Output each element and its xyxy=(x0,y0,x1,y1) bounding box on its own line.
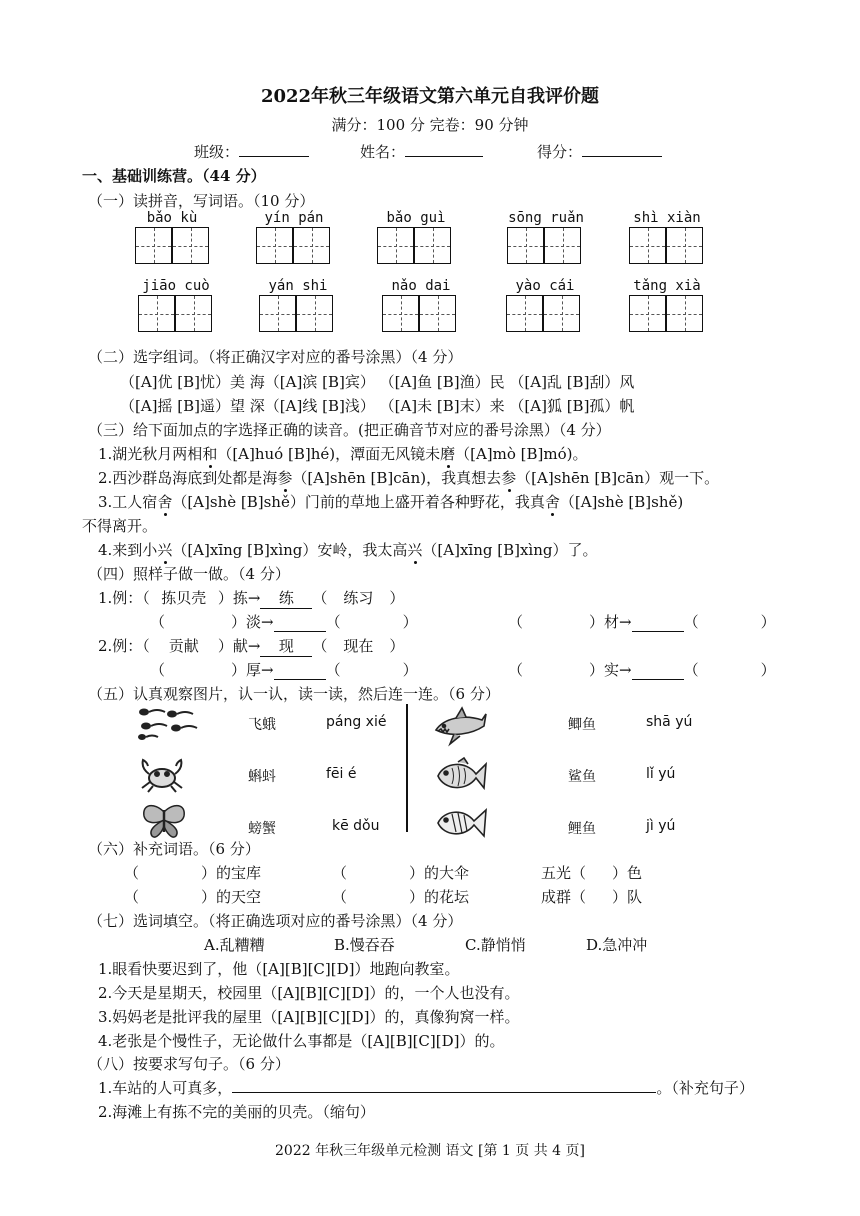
example-word: 现在 xyxy=(343,637,374,655)
dotted-char: 舍 xyxy=(157,493,173,511)
answer-blank[interactable] xyxy=(632,661,684,680)
score-field xyxy=(537,141,662,162)
s2-line-2[interactable]: （[A]摇 [B]遥）望 深（[A]线 [B]浅） （[A]未 [B]末）来 （[A]狐 [B]孤）帆 xyxy=(120,397,635,415)
writing-box[interactable] xyxy=(666,295,703,332)
right-word-1[interactable]: 鲫鱼 xyxy=(568,717,596,733)
s7-option-a: A.乱糟糟 xyxy=(204,936,265,954)
example-word: 贡献 xyxy=(168,637,199,655)
writing-box[interactable] xyxy=(629,295,666,332)
writing-box[interactable] xyxy=(377,227,414,264)
moth-icon xyxy=(140,802,188,840)
writing-box[interactable] xyxy=(382,295,419,332)
writing-box[interactable] xyxy=(293,227,330,264)
writing-box[interactable] xyxy=(507,227,544,264)
page-title: 2022年秋三年级语文第六单元自我评价题 xyxy=(260,86,600,107)
s7-option-d: D.急冲冲 xyxy=(586,936,648,954)
pinyin-label: sōng ruǎn xyxy=(508,210,584,226)
question-text: （[A]shēn [B]cān）观一下。 xyxy=(516,469,720,487)
dotted-char: 参 xyxy=(277,469,293,487)
name-blank[interactable] xyxy=(405,142,483,157)
question-text: 2.西沙群岛海底到处都是海 xyxy=(98,469,278,487)
pinyin-label: jiāo cuò xyxy=(142,278,210,294)
writing-box[interactable] xyxy=(543,295,580,332)
question-text: ）厚→ xyxy=(231,661,274,679)
class-blank[interactable] xyxy=(239,142,309,157)
s7-question-4[interactable]: 4.老张是个慢性子，无论做什么事都是（[A][B][C][D]）的。 xyxy=(98,1032,505,1050)
paren: （ xyxy=(150,661,166,679)
question-text: （[A]xīng [B]xìng）了。 xyxy=(422,541,598,559)
question-text: （[A]shēn [B]cān)，我真想去 xyxy=(292,469,502,487)
name-label: 姓名： xyxy=(360,143,406,161)
question-text: 4.来到小 xyxy=(98,541,158,559)
example-word: 拣贝壳 xyxy=(161,589,207,607)
pinyin-label: yín pán xyxy=(264,210,324,226)
s3-question-2[interactable] xyxy=(98,467,719,488)
paren: （ xyxy=(325,661,341,679)
s6-item-1[interactable] xyxy=(124,862,261,883)
dotted-char: 磨 xyxy=(440,445,456,463)
s6-heading: （六）补充词语。（6 分） xyxy=(88,840,260,858)
dotted-char: 参 xyxy=(501,469,517,487)
example-word: 练习 xyxy=(343,589,374,607)
answer-blank[interactable] xyxy=(632,613,684,632)
right-pinyin-3[interactable]: jì yú xyxy=(646,818,676,834)
question-text: （[A]huó [B]hé)，潭面无风镜未 xyxy=(217,445,441,463)
question-text: （[A]shè [B]shě）门前的草地上盛开着各种野花，我真 xyxy=(172,493,545,511)
writing-box[interactable] xyxy=(175,295,212,332)
s4-example-1 xyxy=(98,587,404,609)
paren: （ xyxy=(683,661,699,679)
sentence-blank[interactable] xyxy=(232,1078,656,1093)
s7-question-3[interactable]: 3.妈妈老是批评我的屋里（[A][B][C][D]）的，真像狗窝一样。 xyxy=(98,1008,520,1026)
s4-q2a[interactable] xyxy=(150,659,418,680)
question-text: （[A]shè [B]shě) xyxy=(559,493,684,511)
s3-question-3[interactable] xyxy=(98,491,683,512)
item-text: ）色 xyxy=(612,864,643,882)
s6-item-4[interactable] xyxy=(124,886,261,907)
right-word-2[interactable]: 鲨鱼 xyxy=(568,769,596,785)
paren: （ xyxy=(332,864,348,882)
paren: ） xyxy=(760,661,776,679)
paren: ） xyxy=(402,661,418,679)
writing-box[interactable] xyxy=(544,227,581,264)
right-word-3[interactable]: 鲤鱼 xyxy=(568,821,596,837)
s3-question-1[interactable] xyxy=(98,443,588,464)
writing-box[interactable] xyxy=(256,227,293,264)
right-pinyin-1[interactable]: shā yú xyxy=(646,714,693,730)
s3-question-4[interactable] xyxy=(98,539,598,560)
paren: （ xyxy=(150,613,166,631)
carp-icon xyxy=(432,756,488,796)
s1-heading: （一）读拼音，写词语。（10 分） xyxy=(88,192,315,210)
writing-box[interactable] xyxy=(666,227,703,264)
score-blank[interactable] xyxy=(582,142,662,157)
example-text: 1.例：（ xyxy=(98,589,150,607)
pinyin-label: bǎo kù xyxy=(146,210,198,226)
pinyin-label: yán shi xyxy=(268,278,328,294)
answer-blank[interactable] xyxy=(274,613,326,632)
item-text: ）的大伞 xyxy=(409,864,470,882)
s7-option-c: C.静悄悄 xyxy=(465,936,526,954)
question-text: ）实→ xyxy=(589,661,632,679)
pinyin-label: yào cái xyxy=(515,278,575,294)
writing-box[interactable] xyxy=(506,295,543,332)
dotted-char: 兴 xyxy=(157,541,173,559)
s4-heading: （四）照样子做一做。（4 分） xyxy=(88,565,290,583)
exam-meta: 满分：100 分 完卷：90 分钟 xyxy=(331,116,529,134)
paren: （ xyxy=(508,661,524,679)
example-text: （ xyxy=(312,589,328,607)
page-footer: 2022 年秋三年级单元检测 语文 [第 1 页 共 4 页] xyxy=(275,1143,585,1159)
s3-heading: （三）给下面加点的字选择正确的读音。(把正确音节对应的番号涂黑）（4 分） xyxy=(88,421,611,439)
crucian-fish-icon xyxy=(434,804,488,842)
item-text: ）的宝库 xyxy=(201,864,262,882)
pinyin-label: nǎo dai xyxy=(391,278,451,294)
left-pinyin-1[interactable]: páng xié xyxy=(326,714,387,730)
paren: （ xyxy=(325,613,341,631)
column-divider xyxy=(406,704,408,832)
dotted-char: 兴 xyxy=(407,541,423,559)
paren: （ xyxy=(332,888,348,906)
question-text: 。（补充句子） xyxy=(656,1079,754,1097)
s7-question-2[interactable]: 2.今天是星期天，校园里（[A][B][C][D]）的，一个人也没有。 xyxy=(98,984,520,1002)
s7-question-1[interactable]: 1.眼看快要迟到了，他（[A][B][C][D]）地跑向教室。 xyxy=(98,960,460,978)
question-text: ）材→ xyxy=(589,613,632,631)
example-text: ）拣→ xyxy=(217,589,261,607)
writing-box[interactable] xyxy=(296,295,333,332)
item-text: ）的天空 xyxy=(201,888,262,906)
s2-heading: （二）选字组词。（将正确汉字对应的番号涂黑）（4 分） xyxy=(88,348,463,366)
pinyin-label: shì xiàn xyxy=(633,210,701,226)
s6-item-5[interactable] xyxy=(332,886,469,907)
paren: （ xyxy=(124,864,140,882)
question-text: 3.工人宿 xyxy=(98,493,158,511)
paren: （ xyxy=(508,613,524,631)
shark-icon xyxy=(432,704,488,748)
paren: （ xyxy=(312,637,328,655)
writing-box[interactable] xyxy=(259,295,296,332)
example-text: 2.例：（ xyxy=(98,637,150,655)
writing-box[interactable] xyxy=(419,295,456,332)
right-pinyin-2[interactable]: lǐ yú xyxy=(646,766,676,782)
s7-option-b: B.慢吞吞 xyxy=(334,936,395,954)
class-field xyxy=(194,141,309,162)
example-answer: 练 xyxy=(260,587,312,609)
pinyin-label: bǎo guì xyxy=(386,210,446,226)
score-label: 得分： xyxy=(537,143,583,161)
dotted-char: 和 xyxy=(202,445,218,463)
writing-box[interactable] xyxy=(172,227,209,264)
s6-item-3[interactable] xyxy=(541,862,642,883)
paren: ） xyxy=(389,637,405,655)
left-pinyin-3[interactable]: kē dǒu xyxy=(332,818,380,834)
s4-q1b[interactable] xyxy=(508,611,776,632)
writing-box[interactable] xyxy=(414,227,451,264)
s4-q1a[interactable] xyxy=(150,611,418,632)
question-text: ）淡→ xyxy=(231,613,274,631)
s8-heading: （八）按要求写句子。（6 分） xyxy=(88,1055,290,1073)
question-text: 1.车站的人可真多， xyxy=(98,1079,233,1097)
part1-heading: 一、基础训练营。（44 分） xyxy=(82,167,266,185)
dotted-char: 舍 xyxy=(544,493,560,511)
item-text: 五光（ xyxy=(541,864,587,882)
writing-box[interactable] xyxy=(135,227,172,264)
example-answer: 现 xyxy=(260,635,312,657)
s4-q2b[interactable] xyxy=(508,659,776,680)
class-label: 班级： xyxy=(194,143,240,161)
crab-icon xyxy=(136,752,188,794)
question-text: （[A]mò [B]mó)。 xyxy=(455,445,588,463)
s4-example-2 xyxy=(98,635,404,657)
left-word-1[interactable]: 飞蛾 xyxy=(248,717,276,733)
left-word-3[interactable]: 螃蟹 xyxy=(248,821,276,837)
paren: ） xyxy=(760,613,776,631)
pinyin-label: tǎng xià xyxy=(633,278,701,294)
paren: ） xyxy=(402,613,418,631)
left-pinyin-2[interactable]: fēi é xyxy=(326,766,357,782)
s7-heading: （七）选词填空。（将正确选项对应的番号涂黑）（4 分） xyxy=(88,912,463,930)
writing-box[interactable] xyxy=(138,295,175,332)
question-text: （[A]xīng [B]xìng）安岭，我太高 xyxy=(172,541,408,559)
paren: （ xyxy=(683,613,699,631)
item-text: ）的花坛 xyxy=(409,888,470,906)
item-text: 成群（ xyxy=(541,888,587,906)
s3-question-3-cont: 不得离开。 xyxy=(82,517,158,535)
answer-blank[interactable] xyxy=(274,661,326,680)
name-field xyxy=(360,141,483,162)
s8-question-1 xyxy=(98,1077,754,1098)
left-word-2[interactable]: 蝌蚪 xyxy=(248,769,276,785)
example-text: ）献→ xyxy=(217,637,261,655)
question-text: 1.湖光秋月两相 xyxy=(98,445,203,463)
s2-line-1[interactable]: （[A]优 [B]忧）美 海（[A]滨 [B]宾） （[A]鱼 [B]渔）民 （[A]乱 [B]刮）风 xyxy=(120,373,635,391)
writing-box[interactable] xyxy=(629,227,666,264)
paren: （ xyxy=(124,888,140,906)
s6-item-2[interactable] xyxy=(332,862,469,883)
example-text: ） xyxy=(389,589,405,607)
s6-item-6[interactable] xyxy=(541,886,642,907)
s5-heading: （五）认真观察图片，认一认，读一读，然后连一连。（6 分） xyxy=(88,685,500,703)
s8-question-2: 2.海滩上有拣不完的美丽的贝壳。（缩句） xyxy=(98,1103,375,1121)
item-text: ）队 xyxy=(612,888,643,906)
tadpoles-icon xyxy=(132,704,204,742)
